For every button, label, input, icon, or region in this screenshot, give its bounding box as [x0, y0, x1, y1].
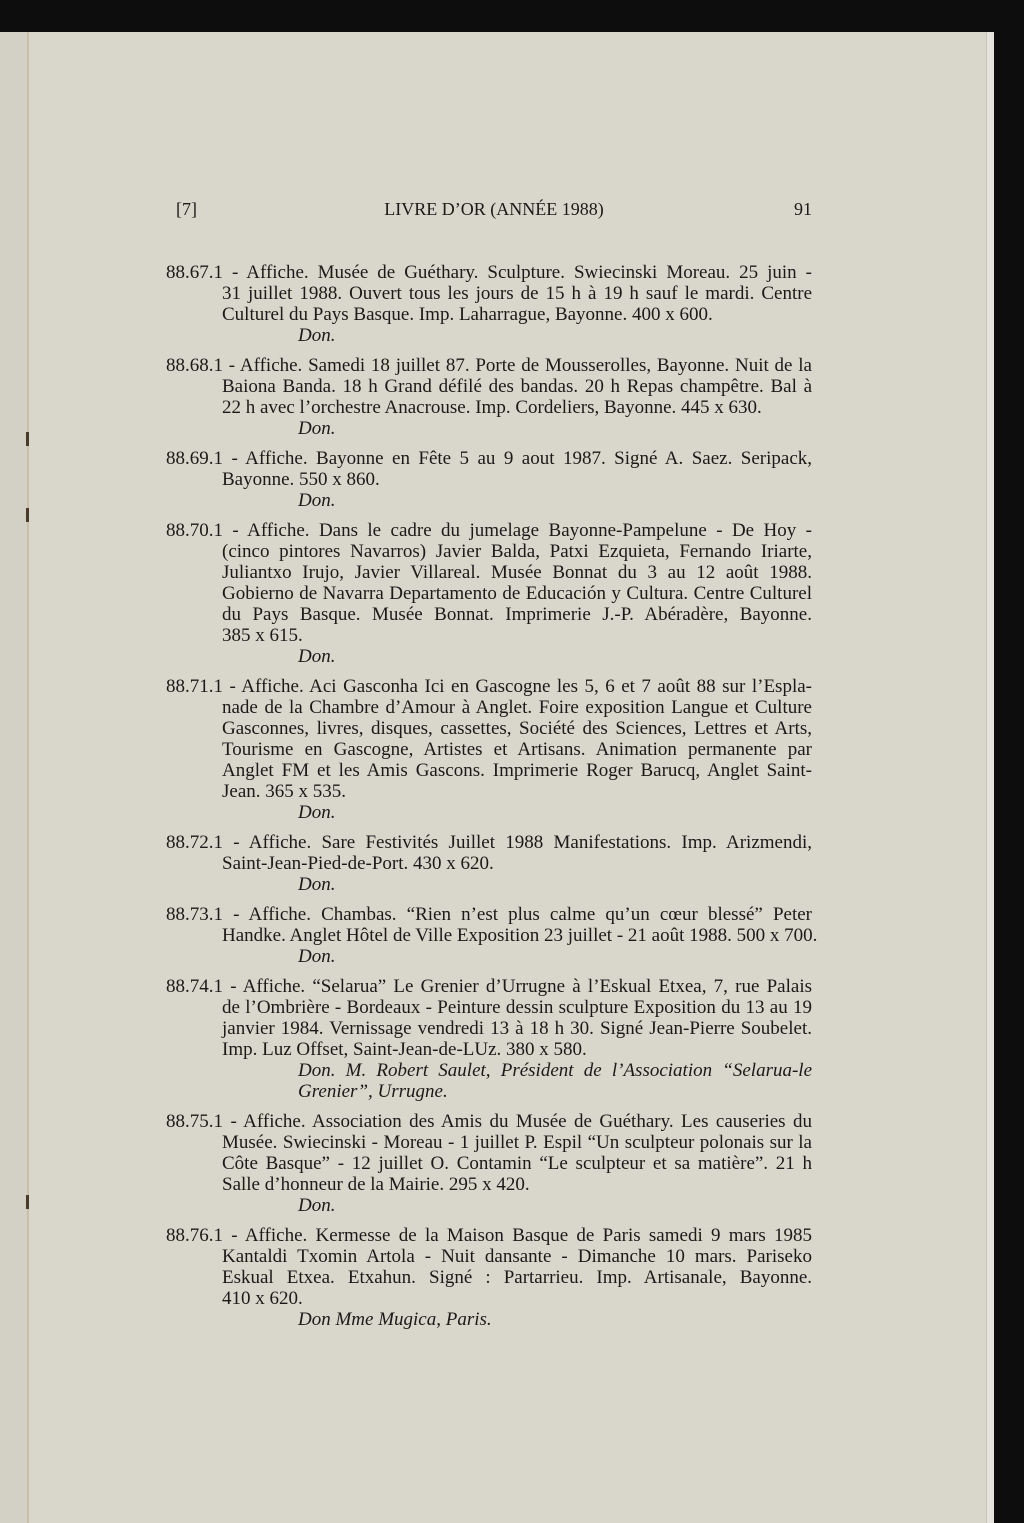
- catalogue-entry: [166, 676, 812, 823]
- donor-line: Don.: [298, 490, 336, 511]
- catalogue-entry: [166, 448, 812, 511]
- entry-text-line: Eskual Etxea. Etxahun. Signé : Partarrieu. Imp. Artisanale, Bayonne.: [222, 1267, 812, 1288]
- entry-heading-line: 88.69.1 - Affiche. Bayonne en Fête 5 au 9 aout 1987. Signé A. Saez. Seripack,: [166, 448, 812, 469]
- entry-text-line: Culturel du Pays Basque. Imp. Laharrague, Bayonne. 400 x 600.: [222, 304, 713, 325]
- donor-line: Don.: [298, 325, 336, 346]
- entry-heading-line: 88.76.1 - Affiche. Kermesse de la Maison Basque de Paris samedi 9 mars 1985: [166, 1225, 812, 1246]
- entry-text-line: Gasconnes, livres, disques, cassettes, Société des Sciences, Lettres et Arts,: [222, 718, 812, 739]
- entry-text-line: 22 h avec l’orchestre Anacrouse. Imp. Cordeliers, Bayonne. 445 x 630.: [222, 397, 762, 418]
- entry-text-line: du Pays Basque. Musée Bonnat. Imprimerie J.-P. Abéradère, Bayonne.: [222, 604, 812, 625]
- entry-heading-line: 88.74.1 - Affiche. “Selarua” Le Grenier d’Urrugne à l’Eskual Etxea, 7, rue Palais: [166, 976, 812, 997]
- entry-text-line: Handke. Anglet Hôtel de Ville Exposition 23 juillet - 21 août 1988. 500 x 700.: [222, 925, 818, 946]
- entry-text-line: 410 x 620.: [222, 1288, 303, 1309]
- binding-mark: [26, 1195, 29, 1209]
- page-number: 91: [794, 199, 812, 219]
- catalogue-entries: [166, 262, 818, 1339]
- entry-text-line: Jean. 365 x 535.: [222, 781, 347, 802]
- donor-line: Don. M. Robert Saulet, Président de l’Association “Selarua-le: [298, 1060, 812, 1081]
- entry-text-line: Gobierno de Navarra Departamento de Educación y Cultura. Centre Culturel: [222, 583, 812, 604]
- donor-line: Don.: [298, 802, 336, 823]
- donor-line: Grenier”, Urrugne.: [298, 1081, 448, 1102]
- donor-line: Don.: [298, 874, 336, 895]
- donor-line: Don Mme Mugica, Paris.: [298, 1309, 492, 1330]
- entry-text-line: nade de la Chambre d’Amour à Anglet. Foire exposition Langue et Culture: [222, 697, 812, 718]
- entry-text-line: Juliantxo Irujo, Javier Villareal. Musée Bonnat du 3 au 12 août 1988.: [222, 562, 812, 583]
- entry-text-line: Imp. Luz Offset, Saint-Jean-de-LUz. 380 x 580.: [222, 1039, 587, 1060]
- catalogue-entry: [166, 262, 812, 346]
- entry-text-line: janvier 1984. Vernissage vendredi 13 à 18 h 30. Signé Jean-Pierre Soubelet.: [222, 1018, 812, 1039]
- catalogue-entry: [166, 976, 812, 1102]
- entry-heading-line: 88.71.1 - Affiche. Aci Gasconha Ici en Gascogne les 5, 6 et 7 août 88 sur l’Espla-: [166, 676, 812, 697]
- entry-text-line: Saint-Jean-Pied-de-Port. 430 x 620.: [222, 853, 494, 874]
- donor-line: Don.: [298, 1195, 336, 1216]
- running-header: [176, 199, 812, 221]
- catalogue-entry: [166, 1225, 812, 1330]
- donor-line: Don.: [298, 946, 336, 967]
- catalogue-entry: [166, 520, 812, 667]
- running-title: LIVRE D’OR (ANNÉE 1988): [384, 199, 604, 219]
- entry-text-line: de l’Ombrière - Bordeaux - Peinture dessin sculpture Exposition du 13 au 19: [222, 997, 812, 1018]
- page-edge: [986, 32, 994, 1523]
- entry-text-line: Bayonne. 550 x 860.: [222, 469, 380, 490]
- entry-text-line: Baiona Banda. 18 h Grand défilé des bandas. 20 h Repas champêtre. Bal à: [222, 376, 812, 397]
- catalogue-entry: [166, 904, 818, 967]
- entry-heading-line: 88.73.1 - Affiche. Chambas. “Rien n’est plus calme qu’un cœur blessé” Peter: [166, 904, 812, 925]
- entry-heading-line: 88.70.1 - Affiche. Dans le cadre du jumelage Bayonne-Pampelune - De Hoy -: [166, 520, 812, 541]
- entry-text-line: Salle d’honneur de la Mairie. 295 x 420.: [222, 1174, 530, 1195]
- binding-mark: [26, 508, 29, 522]
- entry-text-line: 31 juillet 1988. Ouvert tous les jours de 15 h à 19 h sauf le mardi. Centre: [222, 283, 812, 304]
- section-number: [7]: [176, 199, 197, 219]
- catalogue-entry: [166, 1111, 812, 1216]
- entry-heading-line: 88.68.1 - Affiche. Samedi 18 juillet 87. Porte de Mousserolles, Bayonne. Nuit de la: [166, 355, 812, 376]
- donor-line: Don.: [298, 418, 336, 439]
- entry-text-line: Côte Basque” - 12 juillet O. Contamin “Le sculpteur et sa matière”. 21 h: [222, 1153, 812, 1174]
- entry-text-line: Kantaldi Txomin Artola - Nuit dansante - Dimanche 10 mars. Pariseko: [222, 1246, 812, 1267]
- entry-text-line: Tourisme en Gascogne, Artistes et Artisans. Animation permanente par: [222, 739, 812, 760]
- catalogue-entry: [166, 355, 812, 439]
- catalogue-entry: [166, 832, 812, 895]
- entry-text-line: (cinco pintores Navarros) Javier Balda, Patxi Ezquieta, Fernando Iriarte,: [222, 541, 812, 562]
- donor-line: Don.: [298, 646, 336, 667]
- entry-heading-line: 88.75.1 - Affiche. Association des Amis du Musée de Guéthary. Les causeries du: [166, 1111, 812, 1132]
- binding-mark: [26, 432, 29, 446]
- entry-text-line: 385 x 615.: [222, 625, 303, 646]
- entry-heading-line: 88.72.1 - Affiche. Sare Festivités Juillet 1988 Manifestations. Imp. Arizmendi,: [166, 832, 812, 853]
- entry-text-line: Musée. Swiecinski - Moreau - 1 juillet P. Espil “Un sculpteur polonais sur la: [222, 1132, 812, 1153]
- previous-page-gutter: [0, 32, 29, 1523]
- entry-heading-line: 88.67.1 - Affiche. Musée de Guéthary. Sculpture. Swiecinski Moreau. 25 juin -: [166, 262, 812, 283]
- entry-text-line: Anglet FM et les Amis Gascons. Imprimerie Roger Barucq, Anglet Saint-: [222, 760, 812, 781]
